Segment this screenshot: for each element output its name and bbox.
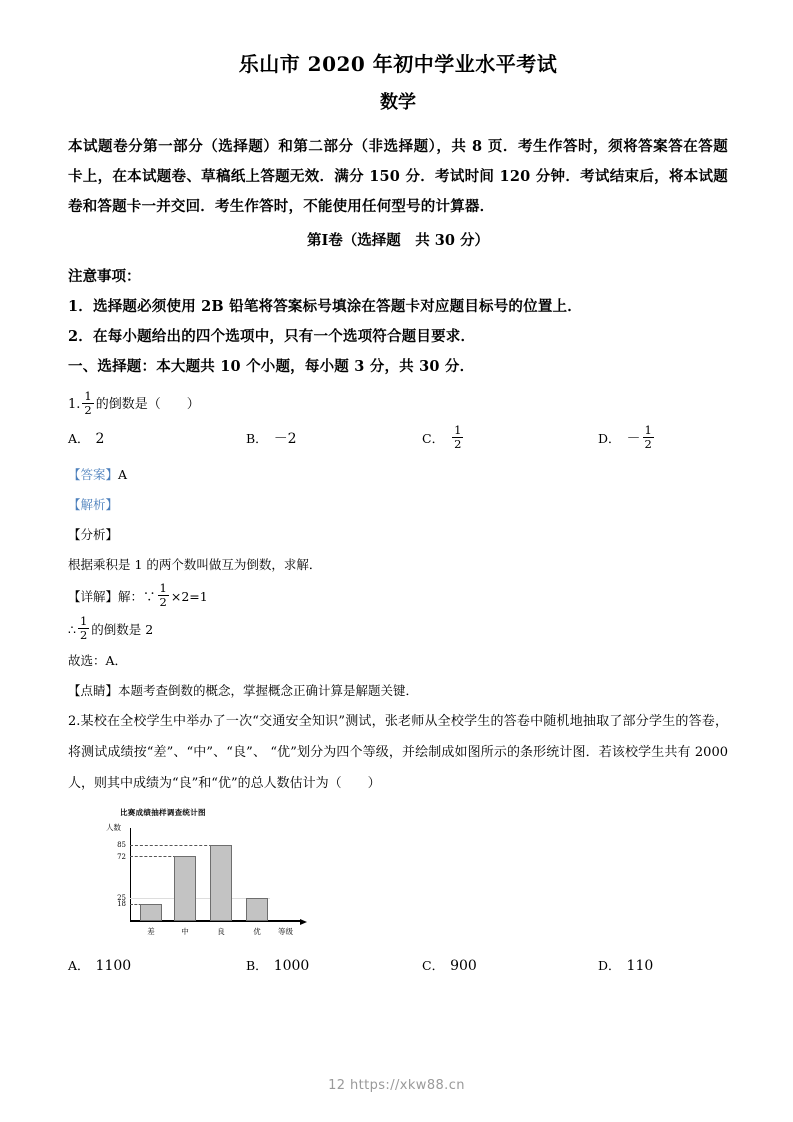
- detail-prefix: 解：∵: [118, 588, 156, 604]
- question-1-detail-line-1: [68, 580, 728, 613]
- chart-bar-zhong: [174, 856, 196, 920]
- question-1-stem-text: 的倒数是（ ）: [95, 396, 200, 412]
- option-d[interactable]: [598, 424, 728, 454]
- q2-option-b-value: 1000: [273, 957, 310, 974]
- option-b-label: B．: [246, 430, 268, 446]
- key-point-text: 本题考查倒数的概念，掌握概念正确计算是解题关键．: [118, 682, 419, 698]
- notes-title: 注意事项：: [68, 267, 141, 285]
- answer-label: 【答案】: [68, 466, 119, 482]
- option-d-fraction: [643, 424, 654, 451]
- q2-option-d-value: 110: [626, 957, 654, 974]
- q2-option-c[interactable]: [422, 951, 598, 981]
- chart-xlabel-cha: 差: [147, 926, 155, 936]
- option-b-value: －2: [273, 430, 297, 447]
- bar-chart: [96, 807, 346, 947]
- chart-ytick-72: 72: [117, 852, 126, 861]
- question-1-stem: [68, 390, 728, 420]
- q2-option-c-value: 900: [450, 957, 477, 974]
- option-c-fraction: [452, 424, 463, 451]
- option-d-sign: －: [626, 430, 641, 447]
- question-2-options: [68, 951, 728, 981]
- chart-x-axis-title: 等级: [278, 926, 293, 936]
- page-footer-watermark: 12 https://xkw88.cn: [328, 1078, 465, 1093]
- q2-option-a-value: 1100: [95, 957, 132, 974]
- fraction-denominator: 2: [159, 594, 167, 609]
- q2-option-a[interactable]: [68, 951, 246, 981]
- chart-xlabel-liang: 良: [217, 926, 225, 936]
- chart-ytick-25: 25: [117, 893, 126, 902]
- question-1-answer: [68, 460, 728, 490]
- fraction-numerator: 1: [84, 388, 92, 403]
- fraction-denominator: 2: [79, 627, 88, 642]
- detail-2-suffix: 的倒数是 2: [91, 621, 154, 637]
- detail-suffix: ×2=1: [170, 588, 208, 604]
- q2-option-d[interactable]: [598, 951, 728, 981]
- option-a-label: A．: [68, 430, 90, 446]
- answer-value: A: [118, 466, 128, 482]
- question-1-options: [68, 424, 728, 454]
- fraction-denominator: 2: [644, 437, 652, 452]
- question-1-key-point: [68, 676, 728, 706]
- exam-instructions: 本试题卷分第一部分（选择题）和第二部分（非选择题），共 8 页．考生作答时，须将答案答在答题卡上，在本试题卷、草稿纸上答题无效．满分 150 分．考试时间 120 分钟．考试结束后，将本试题卷和答题卡一并交回．考生作答时，不能使用任何型号的计算器．: [68, 137, 728, 215]
- question-1-detail-line-2: [68, 613, 728, 646]
- key-point-label: 【点睛】: [68, 682, 119, 698]
- section-heading-choice: 一、选择题：本大题共 10 个小题，每小题 3 分，共 30 分．: [68, 357, 475, 375]
- page-title: 乐山市 2020 年初中学业水平考试: [238, 52, 558, 76]
- detail-2-prefix: ∴: [68, 621, 76, 637]
- q2-option-d-label: D．: [598, 957, 621, 973]
- detail-fraction-1: [158, 582, 169, 609]
- option-d-label: D．: [598, 430, 621, 446]
- question-1-explain-label: 【解析】: [68, 496, 119, 512]
- fraction-denominator: 2: [84, 402, 92, 417]
- part-one-heading: 第Ⅰ卷（选择题 共 30 分）: [306, 231, 490, 249]
- question-1-analysis-text: 根据乘积是 1 的两个数叫做互为倒数，求解．: [68, 556, 322, 572]
- chart-plot-area: [117, 834, 293, 936]
- chart-xlabel-zhong: 中: [181, 926, 189, 936]
- chart-y-axis-label: 人数: [106, 822, 121, 832]
- question-1-stem-fraction: [82, 390, 93, 417]
- option-b[interactable]: [246, 424, 422, 454]
- chart-y-axis: [130, 828, 131, 922]
- fraction-denominator: 2: [454, 437, 462, 452]
- question-2-stem: 2.某校在全校学生中举办了一次“交通安全知识”测试，张老师从全校学生的答卷中随机地抽取了部分学生的答卷，将测试成绩按“差”、“中”、“良”、 “优”划分为四个等级，并绘制成如图所示的条形统计图．若该校学生共有 2000 人，则其中成绩为“良”和“优”的总人数估计为（ ）: [68, 713, 728, 791]
- q2-option-a-label: A．: [68, 957, 90, 973]
- chart-title: 比赛成绩抽样调查统计图: [120, 807, 206, 817]
- chart-x-axis-arrow-icon: [300, 919, 307, 925]
- chart-ytick-85: 85: [117, 841, 126, 850]
- q2-option-c-label: C．: [422, 957, 445, 973]
- detail-label: 【详解】: [68, 588, 119, 604]
- chart-gridline-72: [130, 856, 176, 857]
- chart-bar-you: [246, 898, 268, 921]
- question-1-choose-line: 故选：A．: [68, 652, 128, 668]
- subject-title: 数学: [380, 92, 416, 113]
- fraction-numerator: 1: [644, 423, 652, 438]
- page-content: [68, 52, 728, 987]
- q2-option-b[interactable]: [246, 951, 422, 981]
- q2-option-b-label: B．: [246, 957, 268, 973]
- option-c[interactable]: [422, 424, 598, 454]
- note-item-1: 1．选择题必须使用 2B 铅笔将答案标号填涂在答题卡对应题目标号的位置上．: [68, 297, 582, 315]
- fraction-numerator: 1: [454, 423, 462, 438]
- fraction-numerator: 1: [79, 613, 88, 628]
- question-1-analysis-label: 【分析】: [68, 526, 119, 542]
- chart-xlabel-you: 优: [253, 926, 261, 936]
- chart-bar-liang: [210, 845, 232, 921]
- option-a-value: 2: [95, 430, 105, 447]
- note-item-2: 2．在每小题给出的四个选项中，只有一个选项符合题目要求．: [68, 327, 476, 345]
- detail-fraction-2: [78, 615, 89, 642]
- chart-gridline-85: [130, 845, 222, 846]
- question-1-number: 1.: [68, 396, 81, 412]
- option-c-label: C．: [422, 430, 445, 446]
- chart-ytick-18: 18: [117, 900, 126, 909]
- fraction-numerator: 1: [159, 580, 167, 595]
- chart-bar-cha: [140, 904, 162, 921]
- option-a[interactable]: [68, 424, 246, 454]
